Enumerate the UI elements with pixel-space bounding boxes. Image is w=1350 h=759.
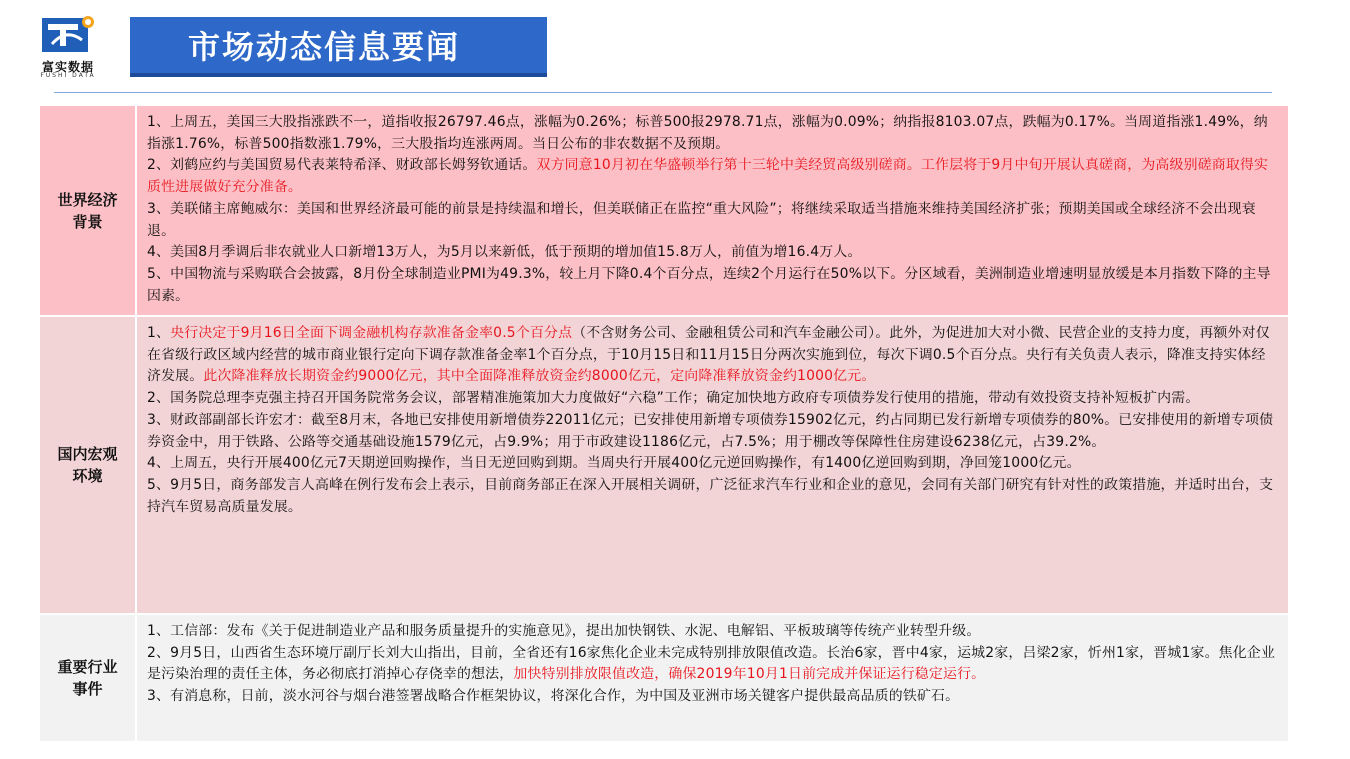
section-label: 国内宏观 环境 xyxy=(40,317,137,613)
title-banner xyxy=(130,17,547,77)
news-item xyxy=(147,264,1278,307)
news-text: 1、上周五，美国三大股指涨跌不一，道指收报26797.46点，涨幅为0.26%；标普500报2978.71点，涨幅为0.09%；纳指报8103.07点，跌幅为0.17%。当周道指涨1.49%，纳指涨1.76%，标普500指数涨1.79%，三大股指均连涨两周。当日公布的非农数据不及预期。 xyxy=(147,114,1268,152)
section-content xyxy=(137,317,1288,613)
news-item xyxy=(147,475,1278,518)
news-table xyxy=(40,106,1288,743)
logo-name: 富实数据 xyxy=(41,60,94,74)
news-text: 1、 xyxy=(147,325,171,341)
news-text: 5、中国物流与采购联合会披露，8月份全球制造业PMI为49.3%，较上月下降0.4个百分点，连续2个月运行在50%以下。分区域看，美洲制造业增速明显放缓是本月指数下降的主导因素。 xyxy=(147,265,1271,304)
news-item xyxy=(147,621,1278,643)
section-label: 重要行业 事件 xyxy=(40,615,137,741)
logo-subtitle: FUSHI DATA xyxy=(40,72,96,79)
news-item xyxy=(147,199,1278,242)
section-row-industry-events xyxy=(40,615,1288,743)
news-item xyxy=(147,453,1278,475)
news-item xyxy=(147,410,1278,453)
news-text: 3、美联储主席鲍威尔：美国和世界经济最可能的前景是持续温和增长，但美联储正在监控“重大风险”；将继续采取适当措施来维持美国经济扩张；预期美国或全球经济不会出现衰退。 xyxy=(147,200,1256,239)
news-text: 3、财政部副部长许宏才：截至8月末，各地已安排使用新增债券22011亿元；已安排使用新增专项债券15902亿元，约占同期已发行新增专项债券的80%。已安排使用的新增专项债券资金中，用于铁路、公路等交通基础设施1579亿元，占9.9%；用于市政建设1186亿元，占7.5%；用于棚改等保障性住房建设6238亿元，占39.2%。 xyxy=(147,411,1274,450)
highlight-text: 央行决定于9月16日全面下调金融机构存款准备金率0.5个百分点 xyxy=(170,325,573,341)
news-item xyxy=(147,242,1278,264)
section-content xyxy=(137,615,1288,741)
news-item xyxy=(147,686,1278,708)
section-label: 世界经济 背景 xyxy=(40,106,137,315)
page-title: 市场动态信息要闻 xyxy=(188,28,461,66)
section-content xyxy=(137,106,1288,315)
highlight-text: 加快特别排放限值改造，确保2019年10月1日前完成并保证运行稳定运行。 xyxy=(513,666,986,683)
highlight-text: 此次降准释放长期资金约9000亿元，其中全面降准释放资金约8000亿元，定向降准释放资金约1000亿元。 xyxy=(203,368,876,385)
highlight-text: 双方同意10月初在华盛顿举行第十三轮中美经贸高级别磋商。工作层将于9月中旬开展认真磋商，为高级别磋商取得实质性进展做好充分准备。 xyxy=(147,157,1269,196)
news-item xyxy=(147,388,1278,410)
news-text: 4、美国8月季调后非农就业人口新增13万人，为5月以来新低，低于预期的增加值15.8万人，前值为增16.4万人。 xyxy=(147,244,862,261)
news-text: 2、国务院总理李克强主持召开国务院常务会议，部署精准施策加大力度做好“六稳”工作；确定加快地方政府专项债券发行使用的措施，带动有效投资支持补短板扩内需。 xyxy=(147,390,1200,407)
news-text: 3、有消息称，日前，淡水河谷与烟台港签署战略合作框架协议，将深化合作，为中国及亚洲市场关键客户提供最高品质的铁矿石。 xyxy=(147,688,960,705)
logo-mark-icon xyxy=(18,14,118,60)
news-item xyxy=(147,323,1278,388)
news-text: 2、刘鹤应约与美国贸易代表莱特希泽、财政部长姆努钦通话。 xyxy=(147,157,537,174)
news-text: 5、9月5日，商务部发言人高峰在例行发布会上表示，目前商务部正在深入开展相关调研，广泛征求汽车行业和企业的意见，会同有关部门研究有针对性的政策措施，并适时出台，支持汽车贸易高质量发展。 xyxy=(147,476,1274,515)
news-text: 2、9月5日，山西省生态环境厅副厅长刘大山指出，目前，全省还有16家焦化企业未完成特别排放限值改造。长治6家，晋中4家，运城2家，吕梁2家，忻州1家，晋城1家。焦化企业是污染治理的责任主体，务必彻底打消掉心存侥幸的想法， xyxy=(147,644,1276,683)
news-text: 4、上周五，央行开展400亿元7天期逆回购操作，当日无逆回购到期。当周央行开展400亿元逆回购操作，有1400亿逆回购到期，净回笼1000亿元。 xyxy=(147,455,1081,472)
section-row-domestic-macro xyxy=(40,317,1288,615)
section-row-world-economy xyxy=(40,106,1288,317)
news-text: 1、工信部：发布《关于促进制造业产品和服务质量提升的实施意见》，提出加快钢铁、水泥、电解铝、平板玻璃等传统产业转型升级。 xyxy=(147,623,981,639)
news-text: （不含财务公司、金融租赁公司和汽车金融公司）。此外，为促进加大对小微、民营企业的支持力度，再额外对仅在省级行政区域内经营的城市商业银行定向下调存款准备金率1个百分点，于10月15日和11月15日分两次实施到位，每次下调0.5个百分点。央行有关负责人表示，降准支持实体经济发展。 xyxy=(147,325,1270,385)
news-item xyxy=(147,643,1278,686)
news-item xyxy=(147,112,1278,155)
header-divider xyxy=(54,92,1272,93)
news-item xyxy=(147,155,1278,198)
